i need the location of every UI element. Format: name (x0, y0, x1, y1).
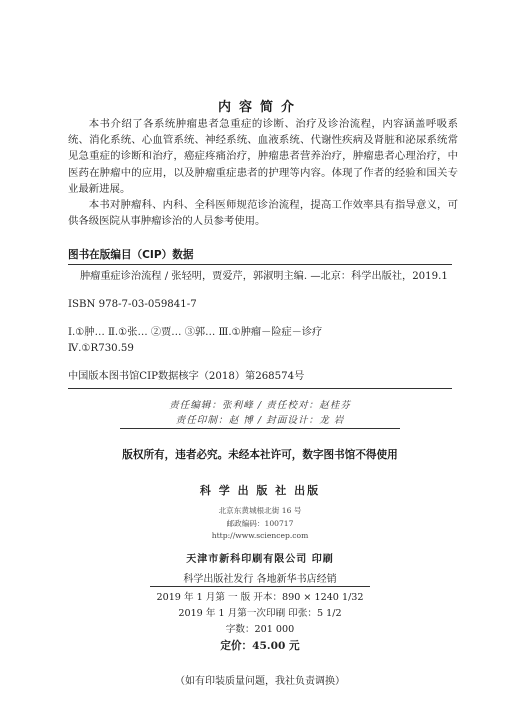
staff-rule (120, 428, 400, 429)
distribution-line: 科学出版社发行 各地新华书店经销 (183, 574, 337, 585)
publisher-address: 北京东黄城根北街 16 号 (218, 506, 302, 515)
publisher-url: http://www.sciencep.com (211, 531, 309, 540)
specs-rule (150, 586, 370, 587)
quality-note: （如有印装质量问题，我社负责调换） (175, 676, 345, 687)
cip-classification-2: Ⅳ.①R730.59 (68, 343, 134, 354)
editor-line: 责任编辑：张利峰 / 责任校对：赵桂芬 (169, 400, 351, 411)
production-line: 责任印制：赵 博 / 封面设计：龙 岩 (175, 415, 345, 426)
cip-bottom-rule (68, 388, 452, 389)
print-specs (0, 590, 520, 654)
printing-line: 2019 年 1 月第一次印刷 印张：5 1/2 (178, 608, 342, 619)
cip-classification-1: Ⅰ.①肿… Ⅱ.①张… ②贾… ③郭… Ⅲ.①肿瘤－险症－诊疗 (68, 327, 323, 338)
cip-data-block (68, 269, 452, 385)
cip-heading: 图书在版编目（CIP）数据 (68, 249, 194, 261)
copyright-notice: 版权所有，违者必究。未经本社许可，数字图书馆不得使用 (122, 449, 398, 461)
price: 定价：45.00 元 (220, 640, 300, 652)
publisher-zip: 邮政编码：100717 (226, 519, 294, 528)
printer-line: 天津市新科印刷有限公司 印刷 (186, 554, 334, 565)
edition-line: 2019 年 1 月第 一 版 开本：890 × 1240 1/32 (156, 592, 364, 603)
word-count: 字数：201 000 (225, 624, 295, 635)
cip-isbn: ISBN 978-7-03-059841-7 (68, 299, 197, 310)
publisher-name: 科 学 出 版 社 出版 (199, 484, 321, 497)
cip-title-text: 肿瘤重症诊治流程 / 张轻明，贾爱芹，郭淑明主编. —北京：科学出版 (80, 271, 392, 282)
cip-title-text-cont: 社，2019.1 (391, 271, 448, 282)
content-summary (68, 116, 458, 229)
content-summary-title: 内容简介 (217, 100, 302, 115)
cip-top-rule (68, 264, 452, 265)
summary-paragraph-2: 本书对肿瘤科、内科、全科医师规范诊治流程，提高工作效率具有指导意义，可供各级医院从事肿瘤诊治的人员参考使用。 (68, 199, 458, 228)
cip-title-line (68, 269, 452, 285)
cip-cataloging-number: 中国版本图书馆CIP数据核字（2018）第268574号 (68, 371, 305, 382)
summary-paragraph-1: 本书介绍了各系统肿瘤患者急重症的诊断、治疗及诊治流程，内容涵盖呼吸系统、消化系统、心血管系统、神经系统、血液系统、代谢性疾病及肾脏和泌尿系统常见急重症的诊断和治疗，癌症疼痛治疗，肿瘤患者营养治疗，肿瘤患者心理治疗，中医药在肿瘤中的应用，以及肿瘤重症患者的护理等内容。体现了作者的经验和国关专业最新进展。 (68, 118, 458, 195)
